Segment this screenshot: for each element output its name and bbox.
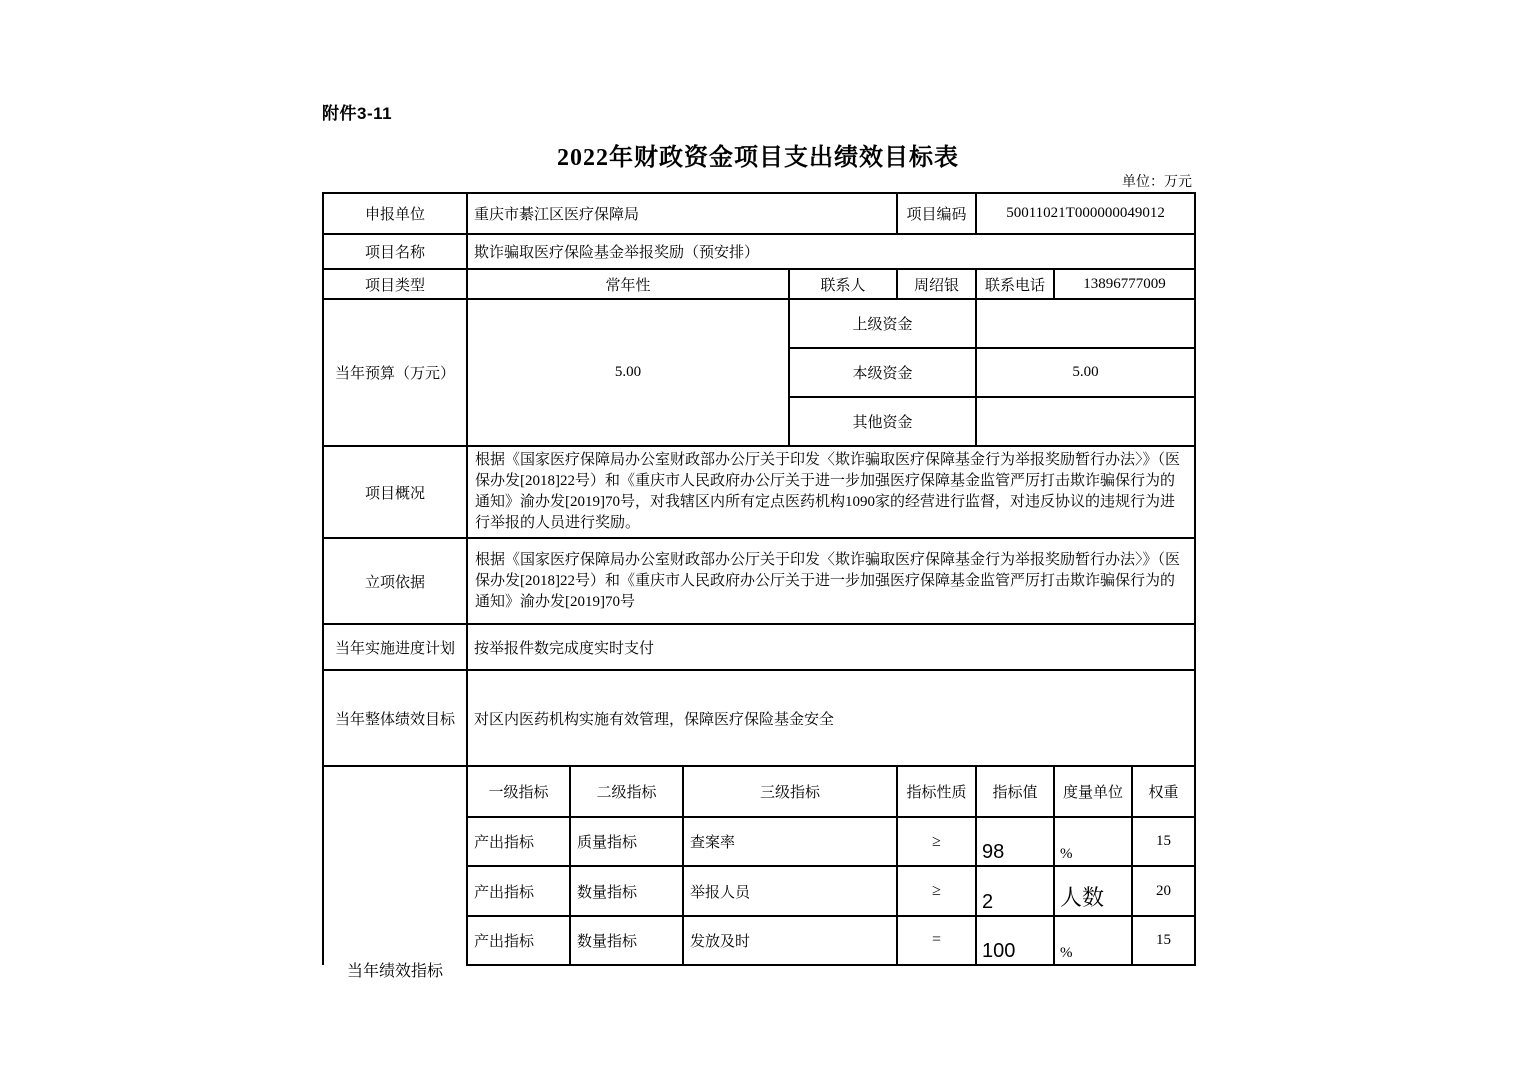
indicator-unit: %: [1054, 817, 1132, 866]
overall-goal-label: 当年整体绩效目标: [323, 670, 467, 766]
phone-value: 13896777009: [1054, 269, 1195, 299]
row-schedule: [323, 624, 1195, 670]
performance-indicator-label-text: 当年绩效指标: [346, 963, 443, 980]
indicator-weight: 15: [1132, 916, 1195, 965]
phone-label: 联系电话: [976, 269, 1054, 299]
contact-value: 周绍银: [897, 269, 976, 299]
header-weight: 权重: [1132, 766, 1195, 817]
header-level1: 一级指标: [467, 766, 570, 817]
indicator-weight: 20: [1132, 866, 1195, 915]
indicator-unit: 人数: [1054, 866, 1132, 915]
header-nature: 指标性质: [897, 766, 976, 817]
project-type-value: 常年性: [467, 269, 789, 299]
declare-unit-value: 重庆市綦江区医疗保障局: [467, 193, 897, 234]
declare-unit-label: 申报单位: [323, 193, 467, 234]
indicator-level3: 查案率: [683, 817, 897, 866]
unit-note: 单位：万元: [1122, 175, 1192, 190]
header-level2: 二级指标: [570, 766, 683, 817]
indicator-level2: 数量指标: [570, 866, 683, 915]
header-level3: 三级指标: [683, 766, 897, 817]
indicator-value: 98: [976, 817, 1054, 866]
indicator-level2: 数量指标: [570, 916, 683, 965]
budget-other-label: 其他资金: [789, 397, 976, 446]
budget-own-value: 5.00: [976, 348, 1195, 397]
indicator-level1: 产出指标: [467, 916, 570, 965]
project-code-label: 项目编码: [897, 193, 976, 234]
contact-label: 联系人: [789, 269, 897, 299]
schedule-label: 当年实施进度计划: [323, 624, 467, 670]
indicator-value: 100: [976, 916, 1054, 965]
budget-upper-value: [976, 299, 1195, 348]
indicator-level1: 产出指标: [467, 866, 570, 915]
budget-own-label: 本级资金: [789, 348, 976, 397]
project-type-label: 项目类型: [323, 269, 467, 299]
indicator-level2: 质量指标: [570, 817, 683, 866]
row-basis: [323, 538, 1195, 624]
performance-indicator-label: [323, 766, 467, 980]
performance-target-table: [322, 192, 1196, 980]
row-declare-unit: [323, 193, 1195, 234]
indicator-nature: ≥: [897, 866, 976, 915]
indicator-weight: 15: [1132, 817, 1195, 866]
page-title: 2022年财政资金项目支出绩效目标表: [557, 145, 959, 171]
header-unit: 度量单位: [1054, 766, 1132, 817]
attachment-label: 附件3-11: [322, 104, 393, 123]
project-name-value: 欺诈骗取医疗保险基金举报奖励（预安排）: [467, 234, 1195, 269]
row-overview: [323, 446, 1195, 538]
indicator-nature: =: [897, 916, 976, 965]
budget-total: 5.00: [467, 299, 789, 446]
budget-upper-label: 上级资金: [789, 299, 976, 348]
indicator-value: 2: [976, 866, 1054, 915]
overview-label: 项目概况: [323, 446, 467, 538]
row-project-type: [323, 269, 1195, 299]
indicator-level3: 举报人员: [683, 866, 897, 915]
indicator-nature: ≥: [897, 817, 976, 866]
overall-goal-text: 对区内医药机构实施有效管理，保障医疗保险基金安全: [467, 670, 1195, 766]
schedule-text: 按举报件数完成度实时支付: [467, 624, 1195, 670]
row-indicator-header: [323, 766, 1195, 817]
indicator-unit: %: [1054, 916, 1132, 965]
project-code-value: 50011021T000000049012: [976, 193, 1195, 234]
budget-label: 当年预算（万元）: [323, 299, 467, 446]
header-value: 指标值: [976, 766, 1054, 817]
basis-text: 根据《国家医疗保障局办公室财政部办公厅关于印发〈欺诈骗取医疗保障基金行为举报奖励暂行办法〉》（医保办发[2018]22号）和《重庆市人民政府办公厅关于进一步加强医疗保障基金监管严厉打击欺诈骗保行为的通知》渝办发[2019]70号: [467, 538, 1195, 624]
row-budget-upper: [323, 299, 1195, 348]
performance-indicator-label-wrap: [324, 767, 466, 980]
overview-text: 根据《国家医疗保障局办公室财政部办公厅关于印发〈欺诈骗取医疗保障基金行为举报奖励暂行办法〉》（医保办发[2018]22号）和《重庆市人民政府办公厅关于进一步加强医疗保障基金监管严厉打击欺诈骗保行为的通知》渝办发[2019]70号，对我辖区内所有定点医药机构1090家的经营进行监督，对违反协议的违规行为进行举报的人员进行奖励。: [467, 446, 1195, 538]
indicator-level1: 产出指标: [467, 817, 570, 866]
row-project-name: [323, 234, 1195, 269]
basis-label: 立项依据: [323, 538, 467, 624]
row-overall-goal: [323, 670, 1195, 766]
project-name-label: 项目名称: [323, 234, 467, 269]
indicator-level3: 发放及时: [683, 916, 897, 965]
budget-other-value: [976, 397, 1195, 446]
